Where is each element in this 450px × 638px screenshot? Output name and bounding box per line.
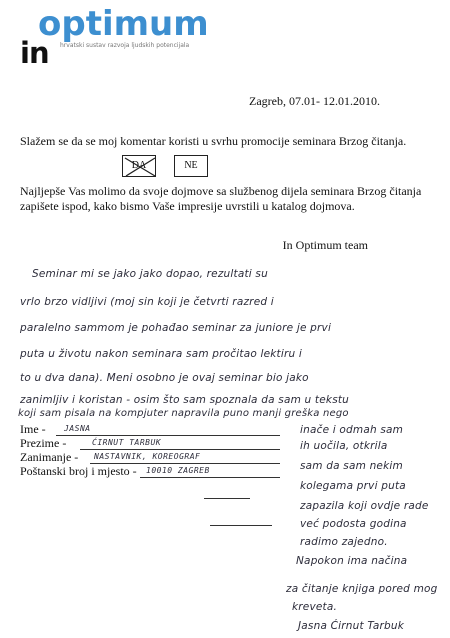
name-field[interactable]: JASNA <box>64 424 91 433</box>
handwriting-line: kreveta. <box>292 601 338 613</box>
handwriting-line: koji sam pisala na kompjuter napravila puno manji greška nego <box>18 408 349 419</box>
handwriting-line: paralelno sammom je pohađao seminar za juniore je prvi <box>20 322 332 334</box>
name-underline <box>56 435 280 436</box>
surname-underline <box>80 449 280 450</box>
blank-line <box>204 498 250 499</box>
check-cross-icon <box>123 156 157 178</box>
logo-tagline: hrvatski sustav razvoja ljudskih potencijala <box>60 42 190 49</box>
consent-no-label: NE <box>184 160 198 171</box>
handwriting-line: puta u životu nakon seminara sam pročitao lektiru i <box>20 348 303 360</box>
consent-yes-checkbox[interactable] <box>122 155 156 177</box>
handwriting-line: već podosta godina <box>300 518 407 530</box>
postal-field[interactable]: 10010 ZAGREB <box>146 466 210 475</box>
consent-statement: Slažem se da se moj komentar koristi u svrhu promocije seminara Brzog čitanja. <box>20 134 407 148</box>
logo-name: optimum <box>38 4 209 44</box>
handwriting-line: ih uočila, otkrila <box>300 440 388 452</box>
consent-yes-label: DA <box>131 160 147 171</box>
team-signature: In Optimum team <box>282 238 368 252</box>
handwriting-line: za čitanje knjiga pored mog <box>286 583 438 595</box>
postal-underline <box>140 477 280 478</box>
handwritten-signature: Jasna Ćirnut Tarbuk <box>298 620 405 632</box>
handwriting-line: radimo zajedno. <box>300 536 388 548</box>
occupation-label: Zanimanje - <box>20 450 79 464</box>
handwriting-line: inače i odmah sam <box>300 424 404 436</box>
handwriting-line: vrlo brzo vidljivi (moj sin koji je četvrti razred i <box>20 296 274 308</box>
company-logo <box>20 6 250 70</box>
handwriting-line: kolegama prvi puta <box>300 480 406 492</box>
surname-label: Prezime - <box>20 436 67 450</box>
handwriting-line: sam da sam nekim <box>300 460 403 472</box>
name-label: Ime - <box>20 422 46 436</box>
logo-prefix: in <box>20 36 49 70</box>
handwriting-line: to u dva dana). Meni osobno je ovaj seminar bio jako <box>20 372 309 384</box>
handwriting-line: Napokon ima načina <box>296 555 408 567</box>
handwriting-line: zanimljiv i koristan - osim što sam spoznala da sam u tekstu <box>20 394 350 406</box>
surname-field[interactable]: ĆIRNUT TARBUK <box>92 438 162 447</box>
consent-no-checkbox[interactable] <box>174 155 208 177</box>
intro-paragraph: Najljepše Vas molimo da svoje dojmove sa službenog dijela seminara Brzog čitanja zapišete ispod, kako bismo Vaše impresije uvrstili u katalog dojmova. <box>20 184 422 213</box>
document-date: Zagreb, 07.01- 12.01.2010. <box>249 94 380 108</box>
occupation-field[interactable]: NASTAVNIK, KOREOGRAF <box>94 452 201 461</box>
handwriting-line: zapazila koji ovdje rade <box>300 500 429 512</box>
postal-label: Poštanski broj i mjesto - <box>20 464 137 478</box>
blank-line <box>210 525 272 526</box>
handwriting-line: Seminar mi se jako jako dopao, rezultati su <box>32 268 268 280</box>
